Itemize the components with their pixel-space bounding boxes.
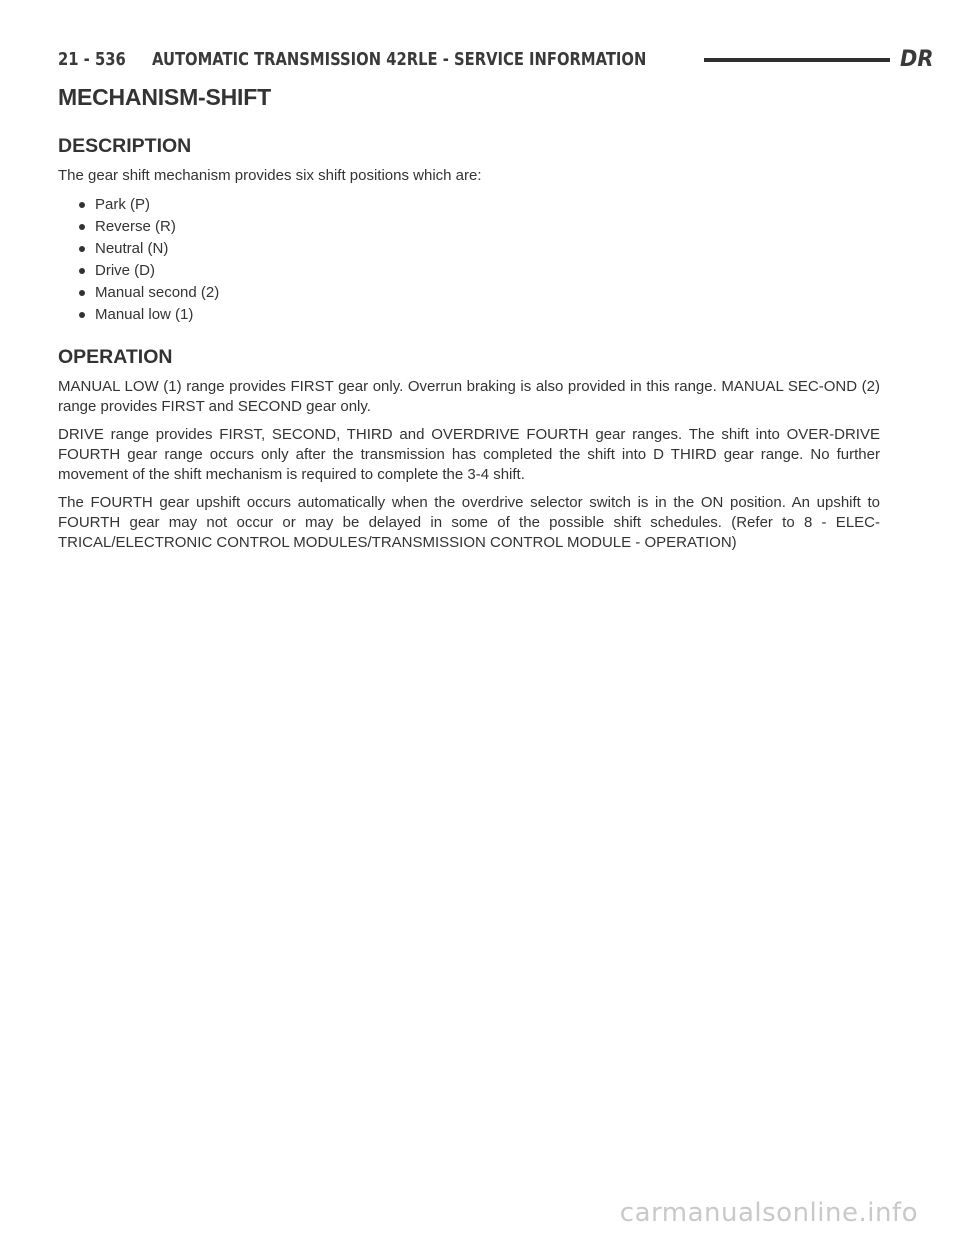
bullet-icon — [79, 290, 85, 296]
list-item-label: Reverse (R) — [95, 218, 176, 235]
page-number: 21 - 536 — [58, 48, 126, 70]
description-intro: The gear shift mechanism provides six shift positions which are: — [58, 167, 482, 184]
model-code: DR — [900, 46, 934, 72]
list-item — [58, 194, 880, 216]
bullet-icon — [79, 246, 85, 252]
section-title: AUTOMATIC TRANSMISSION 42RLE - SERVICE INFORMATION — [152, 48, 647, 70]
list-item — [58, 216, 880, 238]
list-item — [58, 238, 880, 260]
bullet-icon — [79, 202, 85, 208]
bullet-icon — [79, 312, 85, 318]
watermark: carmanualsonline.info — [619, 1198, 918, 1228]
bullet-icon — [79, 224, 85, 230]
shift-positions-list — [58, 194, 880, 326]
list-item — [58, 304, 880, 326]
description-heading: DESCRIPTION — [58, 135, 192, 157]
list-item-label: Manual second (2) — [95, 284, 220, 301]
page-header — [58, 44, 934, 74]
operation-paragraph: The FOURTH gear upshift occurs automatically when the overdrive selector switch is in the ON position. An upshift to FOURTH gear may not occur or may be delayed in some of the possible shift schedules. (Refer to 8 - ELEC-TRICAL/ELECTRONIC CONTROL MODULES/TRANSMISSION CONTROL MODULE - OPERATION) — [58, 494, 880, 551]
list-item-label: Park (P) — [95, 196, 151, 213]
list-item — [58, 282, 880, 304]
header-rule — [704, 58, 890, 62]
list-item-label: Drive (D) — [95, 262, 155, 279]
list-item-label: Neutral (N) — [95, 240, 169, 257]
operation-paragraph: DRIVE range provides FIRST, SECOND, THIRD and OVERDRIVE FOURTH gear ranges. The shift into OVER-DRIVE FOURTH gear range occurs only after the transmission has completed the shift into D THIRD gear range. No further movement of the shift mechanism is required to complete the 3-4 shift. — [58, 426, 880, 483]
operation-paragraph: MANUAL LOW (1) range provides FIRST gear only. Overrun braking is also provided in this range. MANUAL SEC-OND (2) range provides FIRST and SECOND gear only. — [58, 378, 880, 415]
page-content — [58, 84, 880, 561]
operation-heading: OPERATION — [58, 346, 173, 368]
list-item — [58, 260, 880, 282]
bullet-icon — [79, 268, 85, 274]
page-title: MECHANISM-SHIFT — [58, 84, 271, 110]
list-item-label: Manual low (1) — [95, 306, 194, 323]
